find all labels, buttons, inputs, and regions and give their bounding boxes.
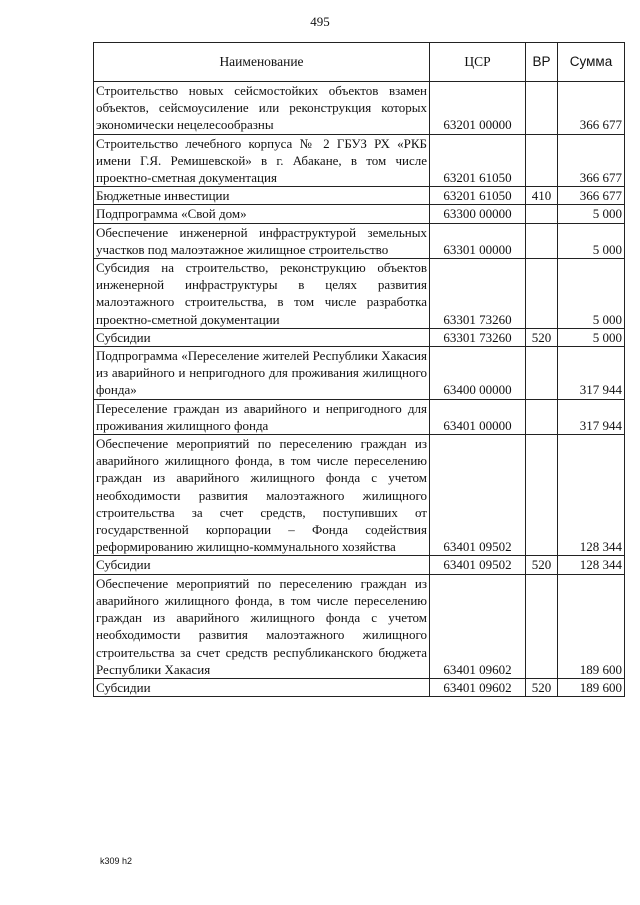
row-name: Субсидии bbox=[94, 328, 430, 346]
row-name: Строительство новых сейсмостойких объектов взамен объектов, сейсмоусиление или реконструкция которых экономически нецелесообразны bbox=[94, 82, 430, 135]
row-sum: 189 600 bbox=[558, 678, 625, 696]
row-csr: 63401 00000 bbox=[430, 399, 526, 434]
row-name: Обеспечение мероприятий по переселению граждан из аварийного жилищного фонда, в том числе переселению граждан из аварийного жилищного фонда с учетом необходимости развития малоэтажного жилищного строительства за счет средств республиканского бюджета Республики Хакасия bbox=[94, 574, 430, 678]
table-row bbox=[94, 82, 625, 135]
row-csr: 63301 73260 bbox=[430, 328, 526, 346]
row-sum: 5 000 bbox=[558, 259, 625, 329]
row-csr: 63300 00000 bbox=[430, 205, 526, 223]
row-sum: 366 677 bbox=[558, 134, 625, 187]
table-row bbox=[94, 574, 625, 678]
row-csr: 63201 00000 bbox=[430, 82, 526, 135]
row-name: Бюджетные инвестиции bbox=[94, 187, 430, 205]
table-row bbox=[94, 678, 625, 696]
row-csr: 63401 09502 bbox=[430, 435, 526, 556]
table-row bbox=[94, 187, 625, 205]
table-row bbox=[94, 328, 625, 346]
row-vr bbox=[526, 399, 558, 434]
row-sum: 189 600 bbox=[558, 574, 625, 678]
row-vr: 520 bbox=[526, 556, 558, 574]
header-csr: ЦСР bbox=[430, 43, 526, 82]
row-sum: 317 944 bbox=[558, 399, 625, 434]
row-vr bbox=[526, 435, 558, 556]
table-row bbox=[94, 556, 625, 574]
row-csr: 63301 00000 bbox=[430, 223, 526, 258]
row-name: Подпрограмма «Переселение жителей Республики Хакасия из аварийного и непригодного для проживания жилищного фонда» bbox=[94, 347, 430, 400]
row-sum: 366 677 bbox=[558, 187, 625, 205]
header-sum: Сумма bbox=[558, 43, 625, 82]
row-name: Субсидия на строительство, реконструкцию объектов инженерной инфраструктуры в целях развития малоэтажного строительства, в том числе разработка проектно-сметной документации bbox=[94, 259, 430, 329]
row-sum: 317 944 bbox=[558, 347, 625, 400]
header-vr: ВР bbox=[526, 43, 558, 82]
row-name: Обеспечение инженерной инфраструктурой земельных участков под малоэтажное жилищное строительство bbox=[94, 223, 430, 258]
row-vr bbox=[526, 82, 558, 135]
table-row bbox=[94, 134, 625, 187]
footer-document-code: k309 h2 bbox=[100, 856, 133, 866]
row-name: Строительство лечебного корпуса № 2 ГБУЗ РХ «РКБ имени Г.Я. Ремишевской» в г. Абакане, в том числе проектно-сметная документация bbox=[94, 134, 430, 187]
row-csr: 63401 09602 bbox=[430, 574, 526, 678]
row-name: Переселение граждан из аварийного и непригодного для проживания жилищного фонда bbox=[94, 399, 430, 434]
row-vr bbox=[526, 259, 558, 329]
row-name: Субсидии bbox=[94, 556, 430, 574]
row-vr: 520 bbox=[526, 678, 558, 696]
row-csr: 63400 00000 bbox=[430, 347, 526, 400]
row-sum: 366 677 bbox=[558, 82, 625, 135]
table-row bbox=[94, 399, 625, 434]
budget-table bbox=[93, 42, 625, 697]
page-number: 495 bbox=[310, 14, 330, 29]
row-csr: 63301 73260 bbox=[430, 259, 526, 329]
row-sum: 128 344 bbox=[558, 556, 625, 574]
row-csr: 63201 61050 bbox=[430, 187, 526, 205]
row-vr bbox=[526, 223, 558, 258]
row-name: Субсидии bbox=[94, 678, 430, 696]
row-sum: 5 000 bbox=[558, 328, 625, 346]
table-row bbox=[94, 205, 625, 223]
row-vr: 410 bbox=[526, 187, 558, 205]
row-sum: 128 344 bbox=[558, 435, 625, 556]
row-vr bbox=[526, 574, 558, 678]
row-csr: 63401 09602 bbox=[430, 678, 526, 696]
row-vr bbox=[526, 134, 558, 187]
row-vr bbox=[526, 205, 558, 223]
row-vr: 520 bbox=[526, 328, 558, 346]
table-row bbox=[94, 435, 625, 556]
row-name: Подпрограмма «Свой дом» bbox=[94, 205, 430, 223]
row-sum: 5 000 bbox=[558, 205, 625, 223]
table-row bbox=[94, 223, 625, 258]
row-csr: 63201 61050 bbox=[430, 134, 526, 187]
table-row bbox=[94, 259, 625, 329]
header-row bbox=[94, 43, 625, 82]
row-vr bbox=[526, 347, 558, 400]
header-name: Наименование bbox=[94, 43, 430, 82]
table-row bbox=[94, 347, 625, 400]
row-csr: 63401 09502 bbox=[430, 556, 526, 574]
row-sum: 5 000 bbox=[558, 223, 625, 258]
row-name: Обеспечение мероприятий по переселению граждан из аварийного жилищного фонда, в том числе переселению граждан из аварийного жилищного фонда с учетом необходимости развития малоэтажного жилищного строительства за счет средств, поступивших от государственной корпорации – Фонда содействия реформированию жилищно-коммунального хозяйства bbox=[94, 435, 430, 556]
